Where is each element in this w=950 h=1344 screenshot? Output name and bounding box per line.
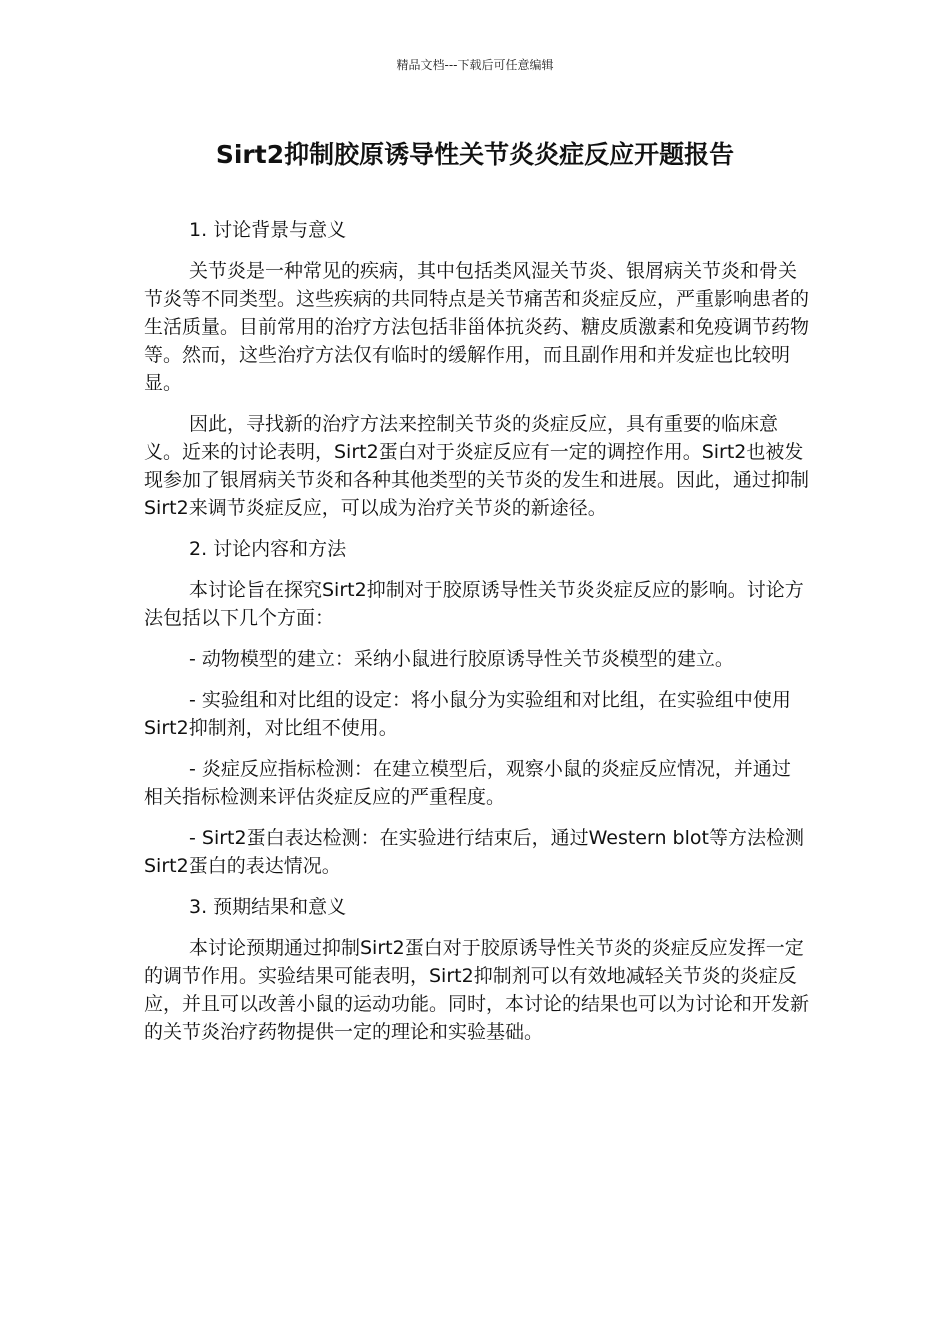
section-heading-background: 1. 讨论背景与意义: [189, 219, 347, 241]
list-item-protein-detection: - Sirt2蛋白表达检测：在实验进行结束后，通过Western blot等方法检测Sirt2蛋白的表达情况。: [144, 827, 804, 877]
paragraph-methods-intro: 本讨论旨在探究Sirt2抑制对于胶原诱导性关节炎炎症反应的影响。讨论方法包括以下几个方面：: [144, 579, 804, 629]
section-heading-expected-results: 3. 预期结果和意义: [189, 896, 347, 918]
document-title: Sirt2抑制胶原诱导性关节炎炎症反应开题报告: [215, 140, 735, 169]
page-header: 精品文档---下载后可任意编辑: [396, 58, 554, 72]
paragraph-background-2: 因此，寻找新的治疗方法来控制关节炎的炎症反应，具有重要的临床意义。近来的讨论表明，Sirt2蛋白对于炎症反应有一定的调控作用。Sirt2也被发现参加了银屑病关节炎和各种其他类型的关节炎的发生和进展。因此，通过抑制Sirt2来调节炎症反应，可以成为治疗关节炎的新途径。: [144, 413, 810, 519]
paragraph-background-1: 关节炎是一种常见的疾病，其中包括类风湿关节炎、银屑病关节炎和骨关节炎等不同类型。这些疾病的共同特点是关节痛苦和炎症反应，严重影响患者的生活质量。目前常用的治疗方法包括非甾体抗炎药、糖皮质激素和免疫调节药物等。然而，这些治疗方法仅有临时的缓解作用，而且副作用和并发症也比较明显。: [144, 260, 810, 394]
list-item-animal-model: - 动物模型的建立：采纳小鼠进行胶原诱导性关节炎模型的建立。: [189, 648, 734, 670]
section-heading-methods: 2. 讨论内容和方法: [189, 538, 347, 560]
list-item-inflammation-detection: - 炎症反应指标检测：在建立模型后，观察小鼠的炎症反应情况，并通过相关指标检测来评估炎症反应的严重程度。: [144, 758, 791, 808]
paragraph-expected-results: 本讨论预期通过抑制Sirt2蛋白对于胶原诱导性关节炎的炎症反应发挥一定的调节作用。实验结果可能表明，Sirt2抑制剂可以有效地减轻关节炎的炎症反应，并且可以改善小鼠的运动功能。同时，本讨论的结果也可以为讨论和开发新的关节炎治疗药物提供一定的理论和实验基础。: [144, 937, 810, 1043]
document-body: [144, 216, 809, 1059]
list-item-group-setup: - 实验组和对比组的设定：将小鼠分为实验组和对比组，在实验组中使用Sirt2抑制剂，对比组不使用。: [144, 689, 791, 739]
